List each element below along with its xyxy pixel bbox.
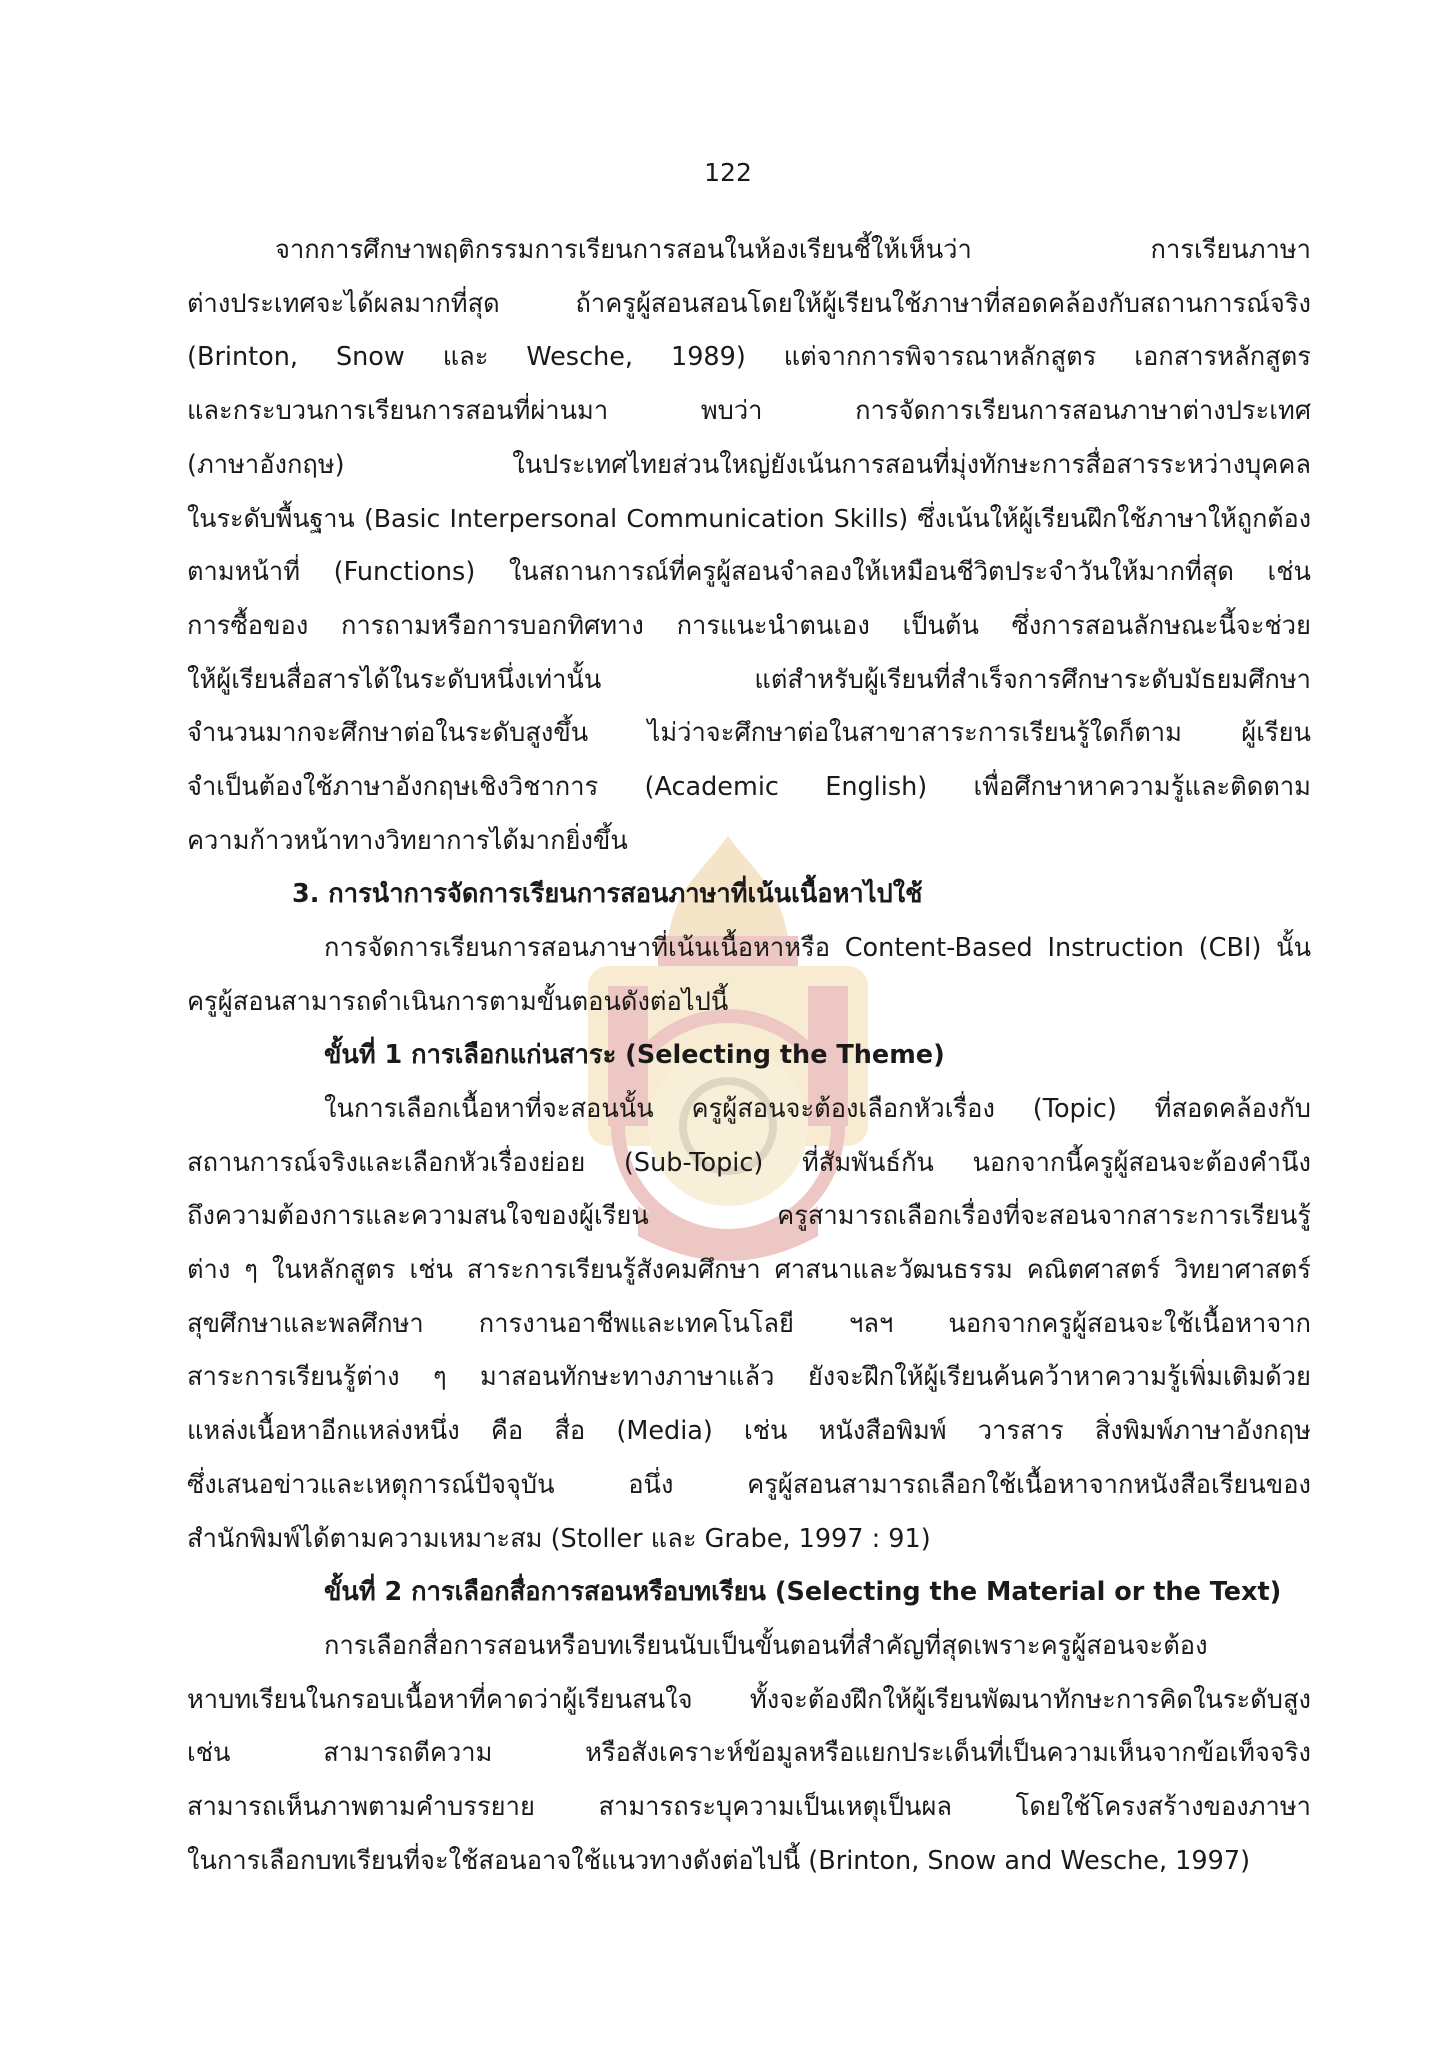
paragraph-line: สาระการเรียนรู้ต่าง ๆ มาสอนทักษะทางภาษาแล้ว ยังจะฝึกให้ผู้เรียนค้นคว้าหาความรู้เพิ่มเติมด้วย xyxy=(187,1362,1311,1393)
paragraph-line: (Brinton, Snow และ Wesche, 1989) แต่จากการพิจารณาหลักสูตร เอกสารหลักสูตร xyxy=(187,342,1311,373)
paragraph-line: ต่าง ๆ ในหลักสูตร เช่น สาระการเรียนรู้สังคมศึกษา ศาสนาและวัฒนธรรม คณิตศาสตร์ วิทยาศาสตร์ xyxy=(187,1255,1311,1286)
paragraph-line: ซึ่งเสนอข่าวและเหตุการณ์ปัจจุบัน อนึ่ง ครูผู้สอนสามารถเลือกใช้เนื้อหาจากหนังสือเรียนของ xyxy=(187,1469,1311,1500)
page-number: 122 xyxy=(704,158,752,187)
paragraph-line: ในการเลือกบทเรียนที่จะใช้สอนอาจใช้แนวทางดังต่อไปนี้ (Brinton, Snow and Wesche, 1997) xyxy=(187,1845,1251,1876)
paragraph-line: แหล่งเนื้อหาอีกแหล่งหนึ่ง คือ สื่อ (Media) เช่น หนังสือพิมพ์ วารสาร สิ่งพิมพ์ภาษาอังกฤษ xyxy=(187,1416,1311,1447)
paragraph-line: สำนักพิมพ์ได้ตามความเหมาะสม (Stoller และ Grabe, 1997 : 91) xyxy=(187,1523,931,1554)
paragraph-line: การเลือกสื่อการสอนหรือบทเรียนนับเป็นขั้นตอนที่สำคัญที่สุดเพราะครูผู้สอนจะต้อง xyxy=(324,1630,1208,1661)
paragraph-line: สามารถเห็นภาพตามคำบรรยาย สามารถระบุความเป็นเหตุเป็นผล โดยใช้โครงสร้างของภาษา xyxy=(187,1791,1311,1822)
paragraph-line: ครูผู้สอนสามารถดำเนินการตามขั้นตอนดังต่อไปนี้ xyxy=(187,986,729,1017)
paragraph-line: ในการเลือกเนื้อหาที่จะสอนนั้น ครูผู้สอนจะต้องเลือกหัวเรื่อง (Topic) ที่สอดคล้องกับ xyxy=(324,1094,1311,1124)
paragraph-line: และกระบวนการเรียนการสอนที่ผ่านมา พบว่า การจัดการเรียนการสอนภาษาต่างประเทศ xyxy=(187,396,1311,427)
paragraph-line: ให้ผู้เรียนสื่อสารได้ในระดับหนึ่งเท่านั้น แต่สำหรับผู้เรียนที่สำเร็จการศึกษาระดับมัธยมศึกษา xyxy=(187,664,1311,695)
paragraph-line: ตามหน้าที่ (Functions) ในสถานการณ์ที่ครูผู้สอนจำลองให้เหมือนชีวิตประจำวันให้มากที่สุด เช่น xyxy=(187,557,1311,588)
paragraph-line: จากการศึกษาพฤติกรรมการเรียนการสอนในห้องเรียนชี้ให้เห็นว่า การเรียนภาษา xyxy=(275,235,1311,265)
paragraph-line: จำเป็นต้องใช้ภาษาอังกฤษเชิงวิชาการ (Academic English) เพื่อศึกษาหาความรู้และติดตาม xyxy=(187,771,1311,802)
step-heading: ขั้นที่ 2 การเลือกสื่อการสอนหรือบทเรียน (Selecting the Material or the Text) xyxy=(324,1577,1282,1608)
paragraph-line: การจัดการเรียนการสอนภาษาที่เน้นเนื้อหาหรือ Content-Based Instruction (CBI) นั้น xyxy=(324,932,1311,963)
section-heading: 3. การนำการจัดการเรียนการสอนภาษาที่เน้นเนื้อหาไปใช้ xyxy=(292,879,923,910)
paragraph-line: จำนวนมากจะศึกษาต่อในระดับสูงขึ้น ไม่ว่าจะศึกษาต่อในสาขาสาระการเรียนรู้ใดก็ตาม ผู้เรียน xyxy=(187,718,1311,749)
paragraph-line: ในระดับพื้นฐาน (Basic Interpersonal Communication Skills) ซึ่งเน้นให้ผู้เรียนฝึกใช้ภาษาให้ถูกต้อง xyxy=(187,504,1311,534)
paragraph-line: เช่น สามารถตีความ หรือสังเคราะห์ข้อมูลหรือแยกประเด็นที่เป็นความเห็นจากข้อเท็จจริง xyxy=(187,1738,1311,1769)
paragraph-line: สุขศึกษาและพลศึกษา การงานอาชีพและเทคโนโลยี ฯลฯ นอกจากครูผู้สอนจะใช้เนื้อหาจาก xyxy=(187,1308,1311,1339)
body-text xyxy=(187,224,1311,1888)
paragraph-line: ต่างประเทศจะได้ผลมากที่สุด ถ้าครูผู้สอนสอนโดยให้ผู้เรียนใช้ภาษาที่สอดคล้องกับสถานการณ์จริง xyxy=(187,288,1311,319)
paragraph-line: ความก้าวหน้าทางวิทยาการได้มากยิ่งขึ้น xyxy=(187,825,628,856)
paragraph-line: ถึงความต้องการและความสนใจของผู้เรียน ครูสามารถเลือกเรื่องที่จะสอนจากสาระการเรียนรู้ xyxy=(187,1201,1311,1232)
paragraph-line: (ภาษาอังกฤษ) ในประเทศไทยส่วนใหญ่ยังเน้นการสอนที่มุ่งทักษะการสื่อสารระหว่างบุคคล xyxy=(187,449,1311,480)
paragraph-line: สถานการณ์จริงและเลือกหัวเรื่องย่อย (Sub-Topic) ที่สัมพันธ์กัน นอกจากนี้ครูผู้สอนจะต้องคำนึง xyxy=(187,1147,1311,1178)
paragraph-line: การซื้อของ การถามหรือการบอกทิศทาง การแนะนำตนเอง เป็นต้น ซึ่งการสอนลักษณะนี้จะช่วย xyxy=(187,610,1311,641)
step-heading: ขั้นที่ 1 การเลือกแก่นสาระ (Selecting the Theme) xyxy=(324,1040,945,1071)
paragraph-line: หาบทเรียนในกรอบเนื้อหาที่คาดว่าผู้เรียนสนใจ ทั้งจะต้องฝึกให้ผู้เรียนพัฒนาทักษะการคิดในระดับสูง xyxy=(187,1684,1311,1715)
